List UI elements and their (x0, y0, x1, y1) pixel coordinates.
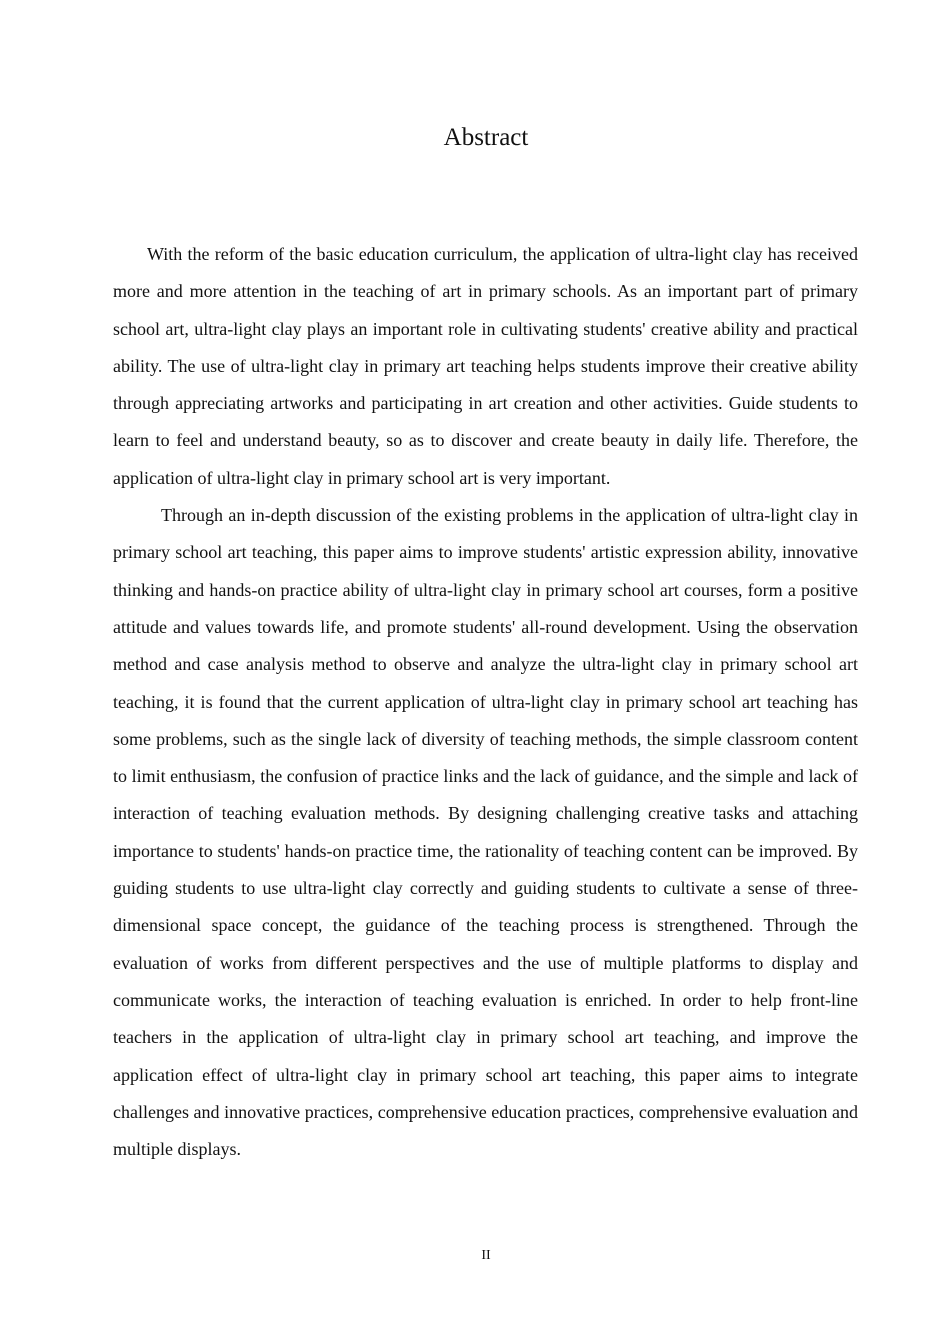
page-number: II (481, 1248, 491, 1263)
abstract-paragraph-1: With the reform of the basic education curriculum, the application of ultra-light clay has received more and more attention in the teaching of art in primary schools. As an important part of primary school art, ultra-light clay plays an important role in cultivating students' creative ability and practical ability. The use of ultra-light clay in primary art teaching helps students improve their creative ability through appreciating artworks and participating in art creation and other activities. Guide students to learn to feel and understand beauty, so as to discover and create beauty in daily life. Therefore, the application of ultra-light clay in primary school art is very important. (113, 244, 858, 488)
abstract-body (113, 236, 858, 1168)
page-title: Abstract (443, 124, 529, 151)
abstract-paragraph-2: Through an in-depth discussion of the existing problems in the application of ultra-light clay in primary school art teaching, this paper aims to improve students' artistic expression ability, innovative thinking and hands-on practice ability of ultra-light clay in primary school art courses, form a positive attitude and values towards life, and promote students' all-round development. Using the observation method and case analysis method to observe and analyze the ultra-light clay in primary school art teaching, it is found that the current application of ultra-light clay in primary school art teaching has some problems, such as the single lack of diversity of teaching methods, the simple classroom content to limit enthusiasm, the confusion of practice links and the lack of guidance, and the simple and lack of interaction of teaching evaluation methods. By designing challenging creative tasks and attaching importance to students' hands-on practice time, the rationality of teaching content can be improved. By guiding students to use ultra-light clay correctly and guiding students to cultivate a sense of three-dimensional space concept, the guidance of the teaching process is strengthened. Through the evaluation of works from different perspectives and the use of multiple platforms to display and communicate works, the interaction of teaching evaluation is enriched. In order to help front-line teachers in the application of ultra-light clay in primary school art teaching, and improve the application effect of ultra-light clay in primary school art teaching, this paper aims to integrate challenges and innovative practices, comprehensive education practices, comprehensive evaluation and multiple displays. (113, 505, 858, 1160)
